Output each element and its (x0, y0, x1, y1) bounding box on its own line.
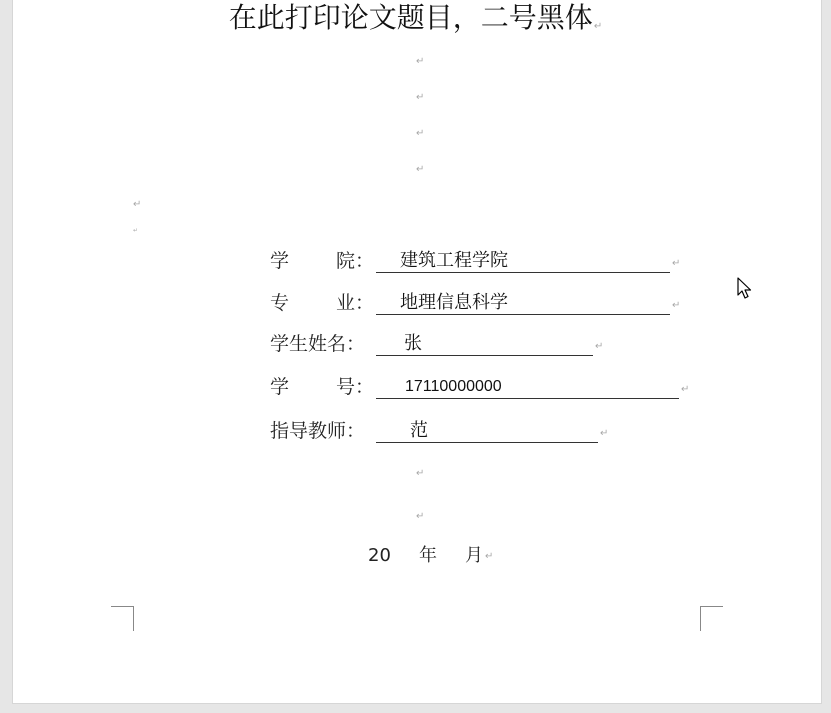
advisor-field[interactable] (376, 418, 598, 443)
field-label: 专 业： (270, 292, 375, 314)
paragraph-mark-icon: ↵ (672, 258, 681, 269)
student-id-field[interactable] (376, 374, 679, 399)
student-name-field[interactable] (376, 331, 593, 356)
advisor-value: 范 (410, 420, 428, 441)
paragraph-mark-icon: ↵ (485, 551, 494, 562)
paragraph-mark-icon: ↵ (672, 300, 681, 311)
paragraph-mark-icon: ↵ (416, 92, 425, 103)
paragraph-mark-icon: ↵ (681, 384, 690, 395)
paragraph-mark-icon: ↵ (133, 199, 142, 210)
paragraph-mark-icon: ↵ (600, 428, 609, 439)
year-label: 年 (419, 545, 437, 566)
field-label: 学 号： (270, 376, 375, 398)
page-corner-mark-icon (700, 606, 723, 631)
paragraph-mark-icon: ↵ (416, 128, 425, 139)
college-value: 建筑工程学院 (400, 250, 508, 271)
thesis-title[interactable] (0, 0, 831, 36)
college-field[interactable] (376, 248, 670, 273)
major-value: 地理信息科学 (400, 292, 508, 313)
paragraph-mark-icon: ↵ (593, 21, 603, 32)
paragraph-mark-icon: ↵ (416, 56, 425, 67)
field-label: 学生姓名： (270, 333, 366, 355)
paragraph-mark-icon: ↵ (416, 468, 425, 479)
student-name-value: 张 (404, 333, 422, 354)
mouse-pointer-icon (737, 277, 753, 301)
paragraph-mark-icon: ↵ (133, 227, 139, 234)
paragraph-mark-icon: ↵ (416, 511, 425, 522)
field-label: 指导教师： (270, 420, 366, 442)
major-field[interactable] (376, 290, 670, 315)
student-id-value: 17110000000 (405, 378, 502, 395)
page-corner-mark-icon (111, 606, 134, 631)
thesis-title-text: 在此打印论文题目，二号黑体 (228, 1, 593, 34)
paragraph-mark-icon: ↵ (416, 164, 425, 175)
year-prefix: 20 (368, 545, 391, 566)
paragraph-mark-icon: ↵ (595, 341, 604, 352)
field-label: 学 院： (270, 250, 375, 272)
month-label: 月 (465, 545, 483, 566)
